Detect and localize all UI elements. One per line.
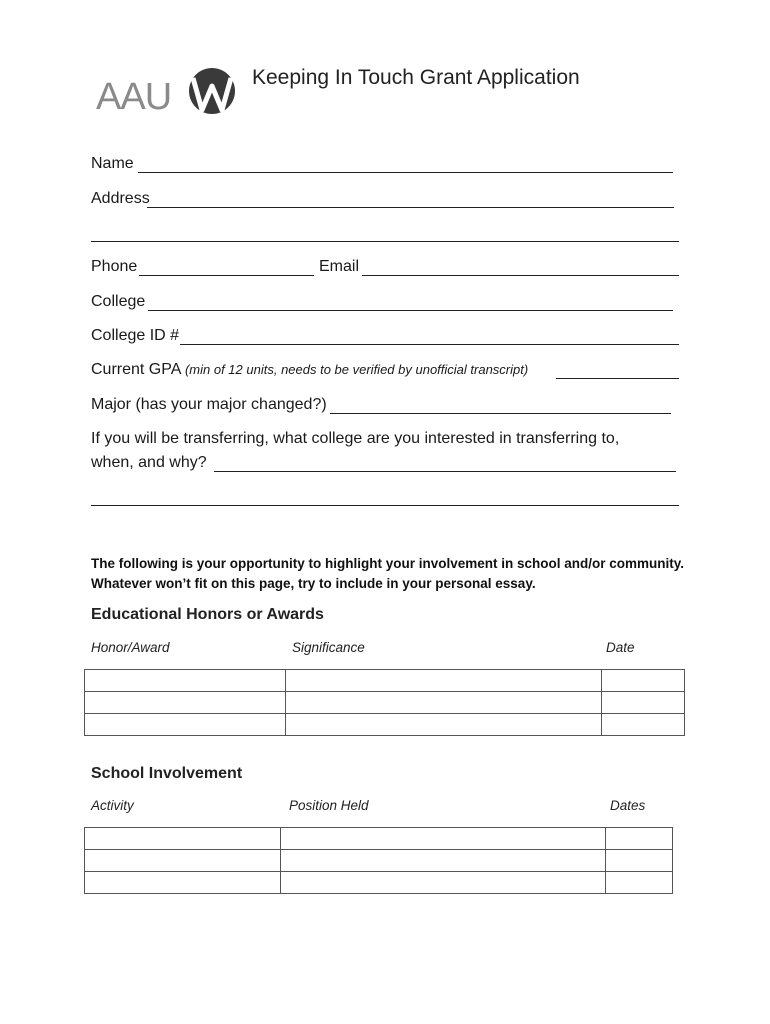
intro-line1: The following is your opportunity to highlight your involvement in school and/or community. — [91, 556, 684, 571]
email-label: Email — [319, 258, 360, 275]
involvement-cell-activity[interactable] — [85, 828, 281, 850]
address-label: Address — [91, 190, 150, 207]
document-title: Keeping In Touch Grant Application — [252, 66, 580, 89]
involvement-col-position: Position Held — [289, 798, 369, 813]
logo-w-mark-icon — [188, 64, 236, 118]
name-field[interactable] — [138, 172, 673, 173]
transfer-field-line2[interactable] — [91, 505, 679, 506]
address-field-line1[interactable] — [147, 207, 674, 208]
intro-line2: Whatever won’t fit on this page, try to include in your personal essay. — [91, 576, 536, 591]
honors-cell-significance[interactable] — [286, 714, 602, 736]
honors-cell-award[interactable] — [85, 670, 286, 692]
table-row — [85, 828, 673, 850]
involvement-cell-dates[interactable] — [606, 850, 673, 872]
honors-table — [84, 669, 685, 736]
transfer-question-line2: when, and why? — [91, 454, 207, 471]
honors-heading: Educational Honors or Awards — [91, 606, 324, 623]
honors-cell-significance[interactable] — [286, 670, 602, 692]
honors-cell-award[interactable] — [85, 692, 286, 714]
involvement-cell-position[interactable] — [281, 872, 606, 894]
table-row — [85, 692, 685, 714]
involvement-cell-dates[interactable] — [606, 872, 673, 894]
honors-cell-date[interactable] — [602, 714, 685, 736]
gpa-row — [91, 360, 528, 380]
college-id-field[interactable] — [180, 344, 679, 345]
transfer-field-line1[interactable] — [214, 471, 676, 472]
gpa-field[interactable] — [556, 378, 679, 379]
name-label: Name — [91, 155, 134, 172]
aauw-logo — [96, 64, 238, 120]
honors-cell-date[interactable] — [602, 692, 685, 714]
intro-paragraph — [91, 554, 684, 594]
involvement-cell-activity[interactable] — [85, 872, 281, 894]
phone-field[interactable] — [139, 275, 314, 276]
major-field[interactable] — [330, 413, 671, 414]
table-row — [85, 872, 673, 894]
involvement-col-activity: Activity — [91, 798, 134, 813]
involvement-heading: School Involvement — [91, 765, 243, 782]
college-label: College — [91, 293, 146, 310]
college-id-label: College ID # — [91, 327, 180, 344]
gpa-label: Current GPA — [91, 361, 181, 378]
gpa-hint: (min of 12 units, needs to be verified by unofficial transcript) — [184, 362, 529, 377]
honors-cell-award[interactable] — [85, 714, 286, 736]
involvement-cell-position[interactable] — [281, 828, 606, 850]
college-field[interactable] — [148, 310, 673, 311]
table-row — [85, 850, 673, 872]
logo-letters: AAU — [96, 76, 172, 118]
table-row — [85, 670, 685, 692]
honors-col-honor: Honor/Award — [91, 640, 170, 655]
honors-cell-date[interactable] — [602, 670, 685, 692]
major-label: Major (has your major changed?) — [91, 396, 327, 413]
involvement-cell-dates[interactable] — [606, 828, 673, 850]
honors-col-significance: Significance — [292, 640, 365, 655]
involvement-table — [84, 827, 673, 894]
honors-cell-significance[interactable] — [286, 692, 602, 714]
email-field[interactable] — [362, 275, 679, 276]
involvement-cell-position[interactable] — [281, 850, 606, 872]
honors-col-date: Date — [606, 640, 635, 655]
transfer-question-line1: If you will be transferring, what college are you interested in transferring to, — [91, 430, 620, 447]
involvement-col-dates: Dates — [610, 798, 646, 813]
address-field-line2[interactable] — [91, 241, 679, 242]
table-row — [85, 714, 685, 736]
phone-label: Phone — [91, 258, 138, 275]
involvement-cell-activity[interactable] — [85, 850, 281, 872]
